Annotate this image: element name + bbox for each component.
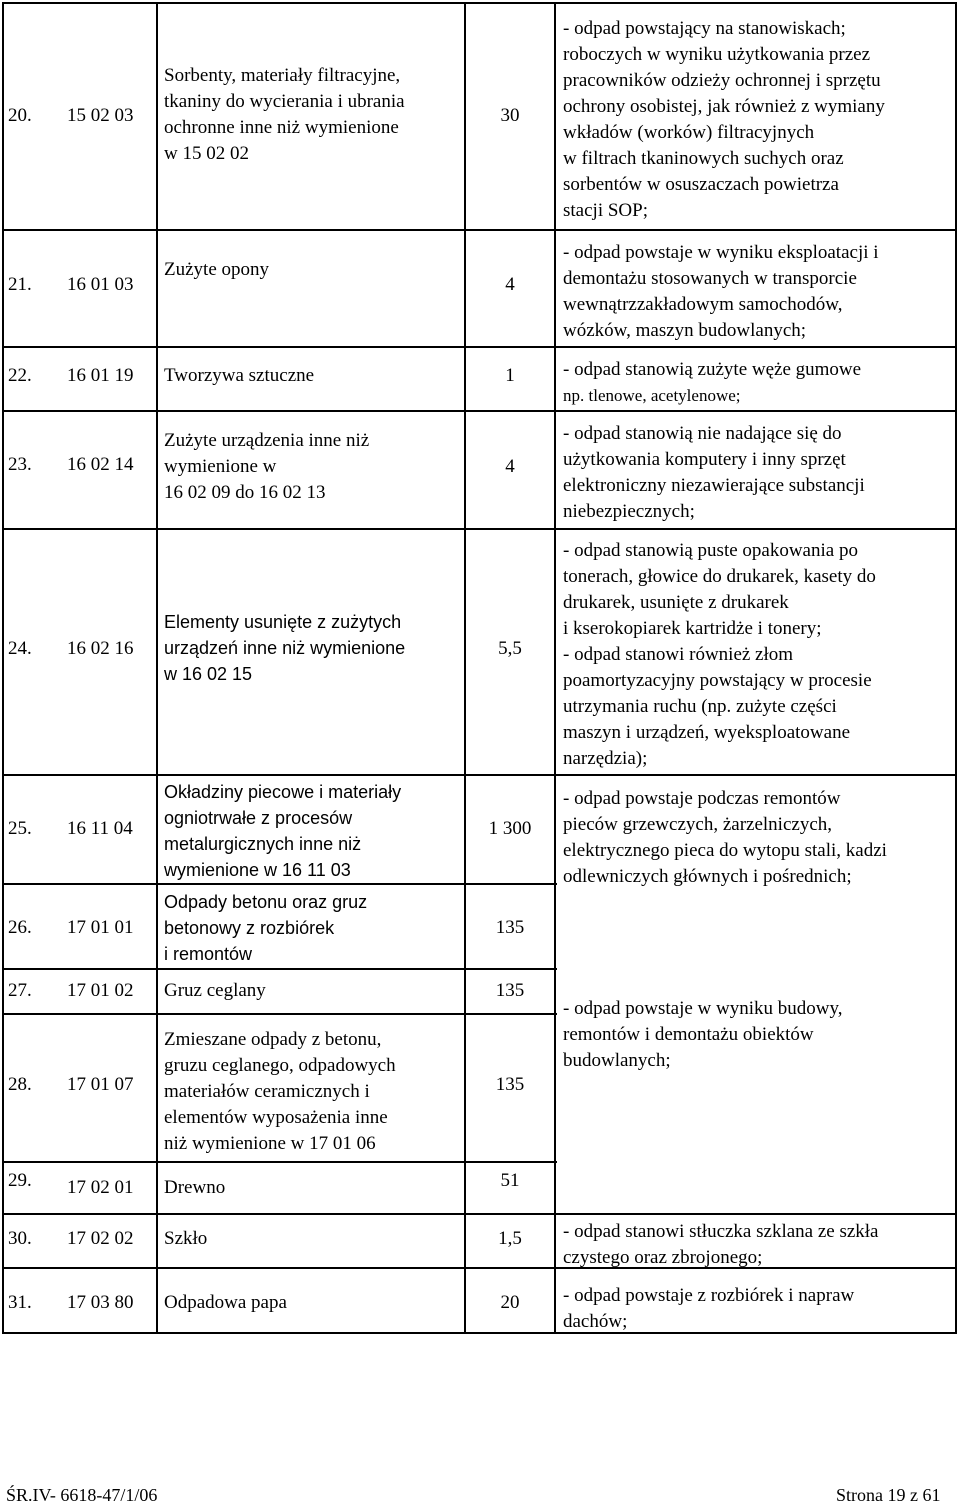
waste-code: 17 02 01 [67, 1177, 134, 1198]
table-divider-name [156, 2, 158, 1334]
row-number: 29. [8, 1170, 32, 1191]
row-number: 26. [8, 917, 32, 938]
row-number: 30. [8, 1228, 32, 1249]
waste-description: - odpad stanowią zużyte węże gumowe [563, 359, 862, 380]
waste-name: Tworzywa sztuczne [164, 365, 315, 386]
waste-name: Odpady betonu oraz gruz [164, 892, 368, 912]
waste-description: czystego oraz zbrojonego; [563, 1247, 763, 1268]
waste-description: dachów; [563, 1311, 628, 1332]
waste-quantity: 1,5 [498, 1228, 522, 1249]
waste-name: w 16 02 15 [164, 664, 253, 684]
waste-name: Zmieszane odpady z betonu, [164, 1029, 382, 1050]
waste-description: niebezpiecznych; [563, 501, 695, 522]
row-number: 27. [8, 980, 32, 1001]
waste-name: Zużyte urządzenia inne niż [164, 430, 370, 451]
row-separator [2, 346, 957, 348]
waste-code: 17 01 07 [67, 1074, 134, 1095]
row-separator [2, 774, 957, 776]
waste-name: Sorbenty, materiały filtracyjne, [164, 65, 401, 86]
waste-description: sorbentów w osuszaczach powietrza [563, 174, 839, 195]
waste-name: elementów wyposażenia inne [164, 1107, 388, 1128]
waste-quantity: 4 [505, 456, 515, 477]
row-separator [2, 528, 957, 530]
waste-name: 16 02 09 do 16 02 13 [164, 482, 326, 503]
waste-description: drukarek, usunięte z drukarek [563, 592, 789, 613]
waste-code: 15 02 03 [67, 105, 134, 126]
waste-description: pracowników odzieży ochronnej i sprzętu [563, 70, 881, 91]
waste-description: demontażu stosowanych w transporcie [563, 268, 857, 289]
waste-name: urządzeń inne niż wymienione [164, 638, 406, 658]
waste-description: np. tlenowe, acetylenowe; [563, 386, 741, 405]
document-reference: ŚR.IV- 6618-47/1/06 [6, 1485, 158, 1505]
waste-name: niż wymienione w 17 01 06 [164, 1133, 376, 1154]
waste-description: pieców grzewczych, żarzelniczych, [563, 814, 832, 835]
waste-code: 17 02 02 [67, 1228, 134, 1249]
waste-name: ochronne inne niż wymienione [164, 117, 399, 138]
waste-name: w 15 02 02 [164, 143, 249, 164]
waste-quantity: 30 [500, 105, 520, 126]
waste-code: 16 02 14 [67, 454, 134, 475]
table-border-top [2, 2, 957, 4]
waste-description: stacji SOP; [563, 200, 648, 221]
waste-description: - odpad stanowią nie nadające się do [563, 423, 842, 444]
waste-description: ochrony osobistej, jak również z wymiany [563, 96, 885, 117]
waste-quantity: 20 [500, 1292, 520, 1313]
waste-quantity: 135 [495, 917, 525, 938]
waste-description: poamortyzacyjny powstający w procesie [563, 670, 872, 691]
table-divider-qty [464, 2, 466, 1334]
waste-description: i kserokopiarek kartridże i tonery; [563, 618, 822, 639]
waste-description: narzędzia); [563, 748, 648, 769]
row-number: 20. [8, 105, 32, 126]
row-separator [2, 1267, 957, 1269]
waste-description: wkładów (worków) filtracyjnych [563, 122, 815, 143]
waste-quantity: 5,5 [498, 638, 522, 659]
waste-description: odlewniczych głównych i pośrednich; [563, 866, 852, 887]
row-number: 25. [8, 818, 32, 839]
row-number: 21. [8, 274, 32, 295]
waste-name: wymienione w 16 11 03 [164, 860, 351, 880]
waste-name: metalurgicznych inne niż [164, 834, 362, 854]
waste-name: Zużyte opony [164, 259, 270, 280]
waste-description: - odpad powstaje podczas remontów [563, 788, 841, 809]
waste-description: - odpad stanowią puste opakowania po [563, 540, 858, 561]
waste-name: ogniotrwałe z procesów [164, 808, 353, 828]
waste-code: 17 01 02 [67, 980, 134, 1001]
waste-name: Gruz ceglany [164, 980, 266, 1001]
row-separator [2, 229, 957, 231]
waste-name: betonowy z rozbiórek [164, 918, 335, 938]
waste-description: elektroniczny niezawierające substancji [563, 475, 865, 496]
row-number: 22. [8, 365, 32, 386]
row-number: 28. [8, 1074, 32, 1095]
waste-quantity: 1 300 [488, 818, 532, 839]
waste-name: Drewno [164, 1177, 226, 1198]
waste-description: - odpad powstający na stanowiskach; [563, 18, 846, 39]
table-divider-desc [554, 2, 556, 1334]
waste-description: wewnątrzzakładowym samochodów, [563, 294, 843, 315]
waste-name: tkaniny do wycierania i ubrania [164, 91, 405, 112]
waste-code: 16 01 19 [67, 365, 134, 386]
row-number: 23. [8, 454, 32, 475]
waste-code: 16 01 03 [67, 274, 134, 295]
waste-description: wózków, maszyn budowlanych; [563, 320, 807, 341]
waste-code: 17 01 01 [67, 917, 134, 938]
waste-description: - odpad stanowi również złom [563, 644, 794, 665]
waste-description: roboczych w wyniku użytkowania przez [563, 44, 871, 65]
table-border-left [2, 2, 4, 1334]
waste-name: i remontów [164, 944, 253, 964]
waste-description: elektrycznego pieca do wytopu stali, kadzi [563, 840, 887, 861]
waste-description: - odpad powstaje z rozbiórek i napraw [563, 1285, 855, 1306]
waste-name: Odpadowa papa [164, 1292, 287, 1313]
waste-name: Elementy usunięte z zużytych [164, 612, 402, 632]
row-number: 31. [8, 1292, 32, 1313]
waste-name: Okładziny piecowe i materiały [164, 782, 402, 802]
waste-code: 16 11 04 [67, 818, 133, 839]
row-separator [2, 1161, 557, 1163]
waste-name: gruzu ceglanego, odpadowych [164, 1055, 396, 1076]
waste-quantity: 4 [505, 274, 515, 295]
row-number: 24. [8, 638, 32, 659]
row-separator [2, 1013, 557, 1015]
waste-description: remontów i demontażu obiektów [563, 1024, 814, 1045]
waste-description: utrzymania ruchu (np. zużyte części [563, 696, 837, 717]
waste-description: budowlanych; [563, 1050, 671, 1071]
waste-quantity: 51 [500, 1170, 520, 1191]
waste-quantity: 135 [495, 1074, 525, 1095]
page-number: Strona 19 z 61 [836, 1485, 941, 1505]
row-separator [2, 1213, 957, 1215]
row-separator [2, 968, 557, 970]
waste-quantity: 135 [495, 980, 525, 1001]
waste-name: materiałów ceramicznych i [164, 1081, 370, 1102]
waste-description: tonerach, głowice do drukarek, kasety do [563, 566, 876, 587]
waste-description: w filtrach tkaninowych suchych oraz [563, 148, 844, 169]
waste-code: 17 03 80 [67, 1292, 134, 1313]
waste-description: użytkowania komputery i inny sprzęt [563, 449, 846, 470]
table-border-right [955, 2, 957, 1334]
waste-name: Szkło [164, 1228, 208, 1249]
row-separator [2, 410, 957, 412]
waste-description: - odpad stanowi stłuczka szklana ze szkła [563, 1221, 879, 1242]
waste-description: - odpad powstaje w wyniku eksploatacji i [563, 242, 879, 263]
row-separator [2, 883, 557, 885]
waste-description: maszyn i urządzeń, wyeksploatowane [563, 722, 851, 743]
waste-quantity: 1 [505, 365, 515, 386]
table-border-bottom [2, 1332, 957, 1334]
waste-name: wymienione w [164, 456, 277, 477]
waste-description: - odpad powstaje w wyniku budowy, [563, 998, 843, 1019]
waste-code: 16 02 16 [67, 638, 134, 659]
